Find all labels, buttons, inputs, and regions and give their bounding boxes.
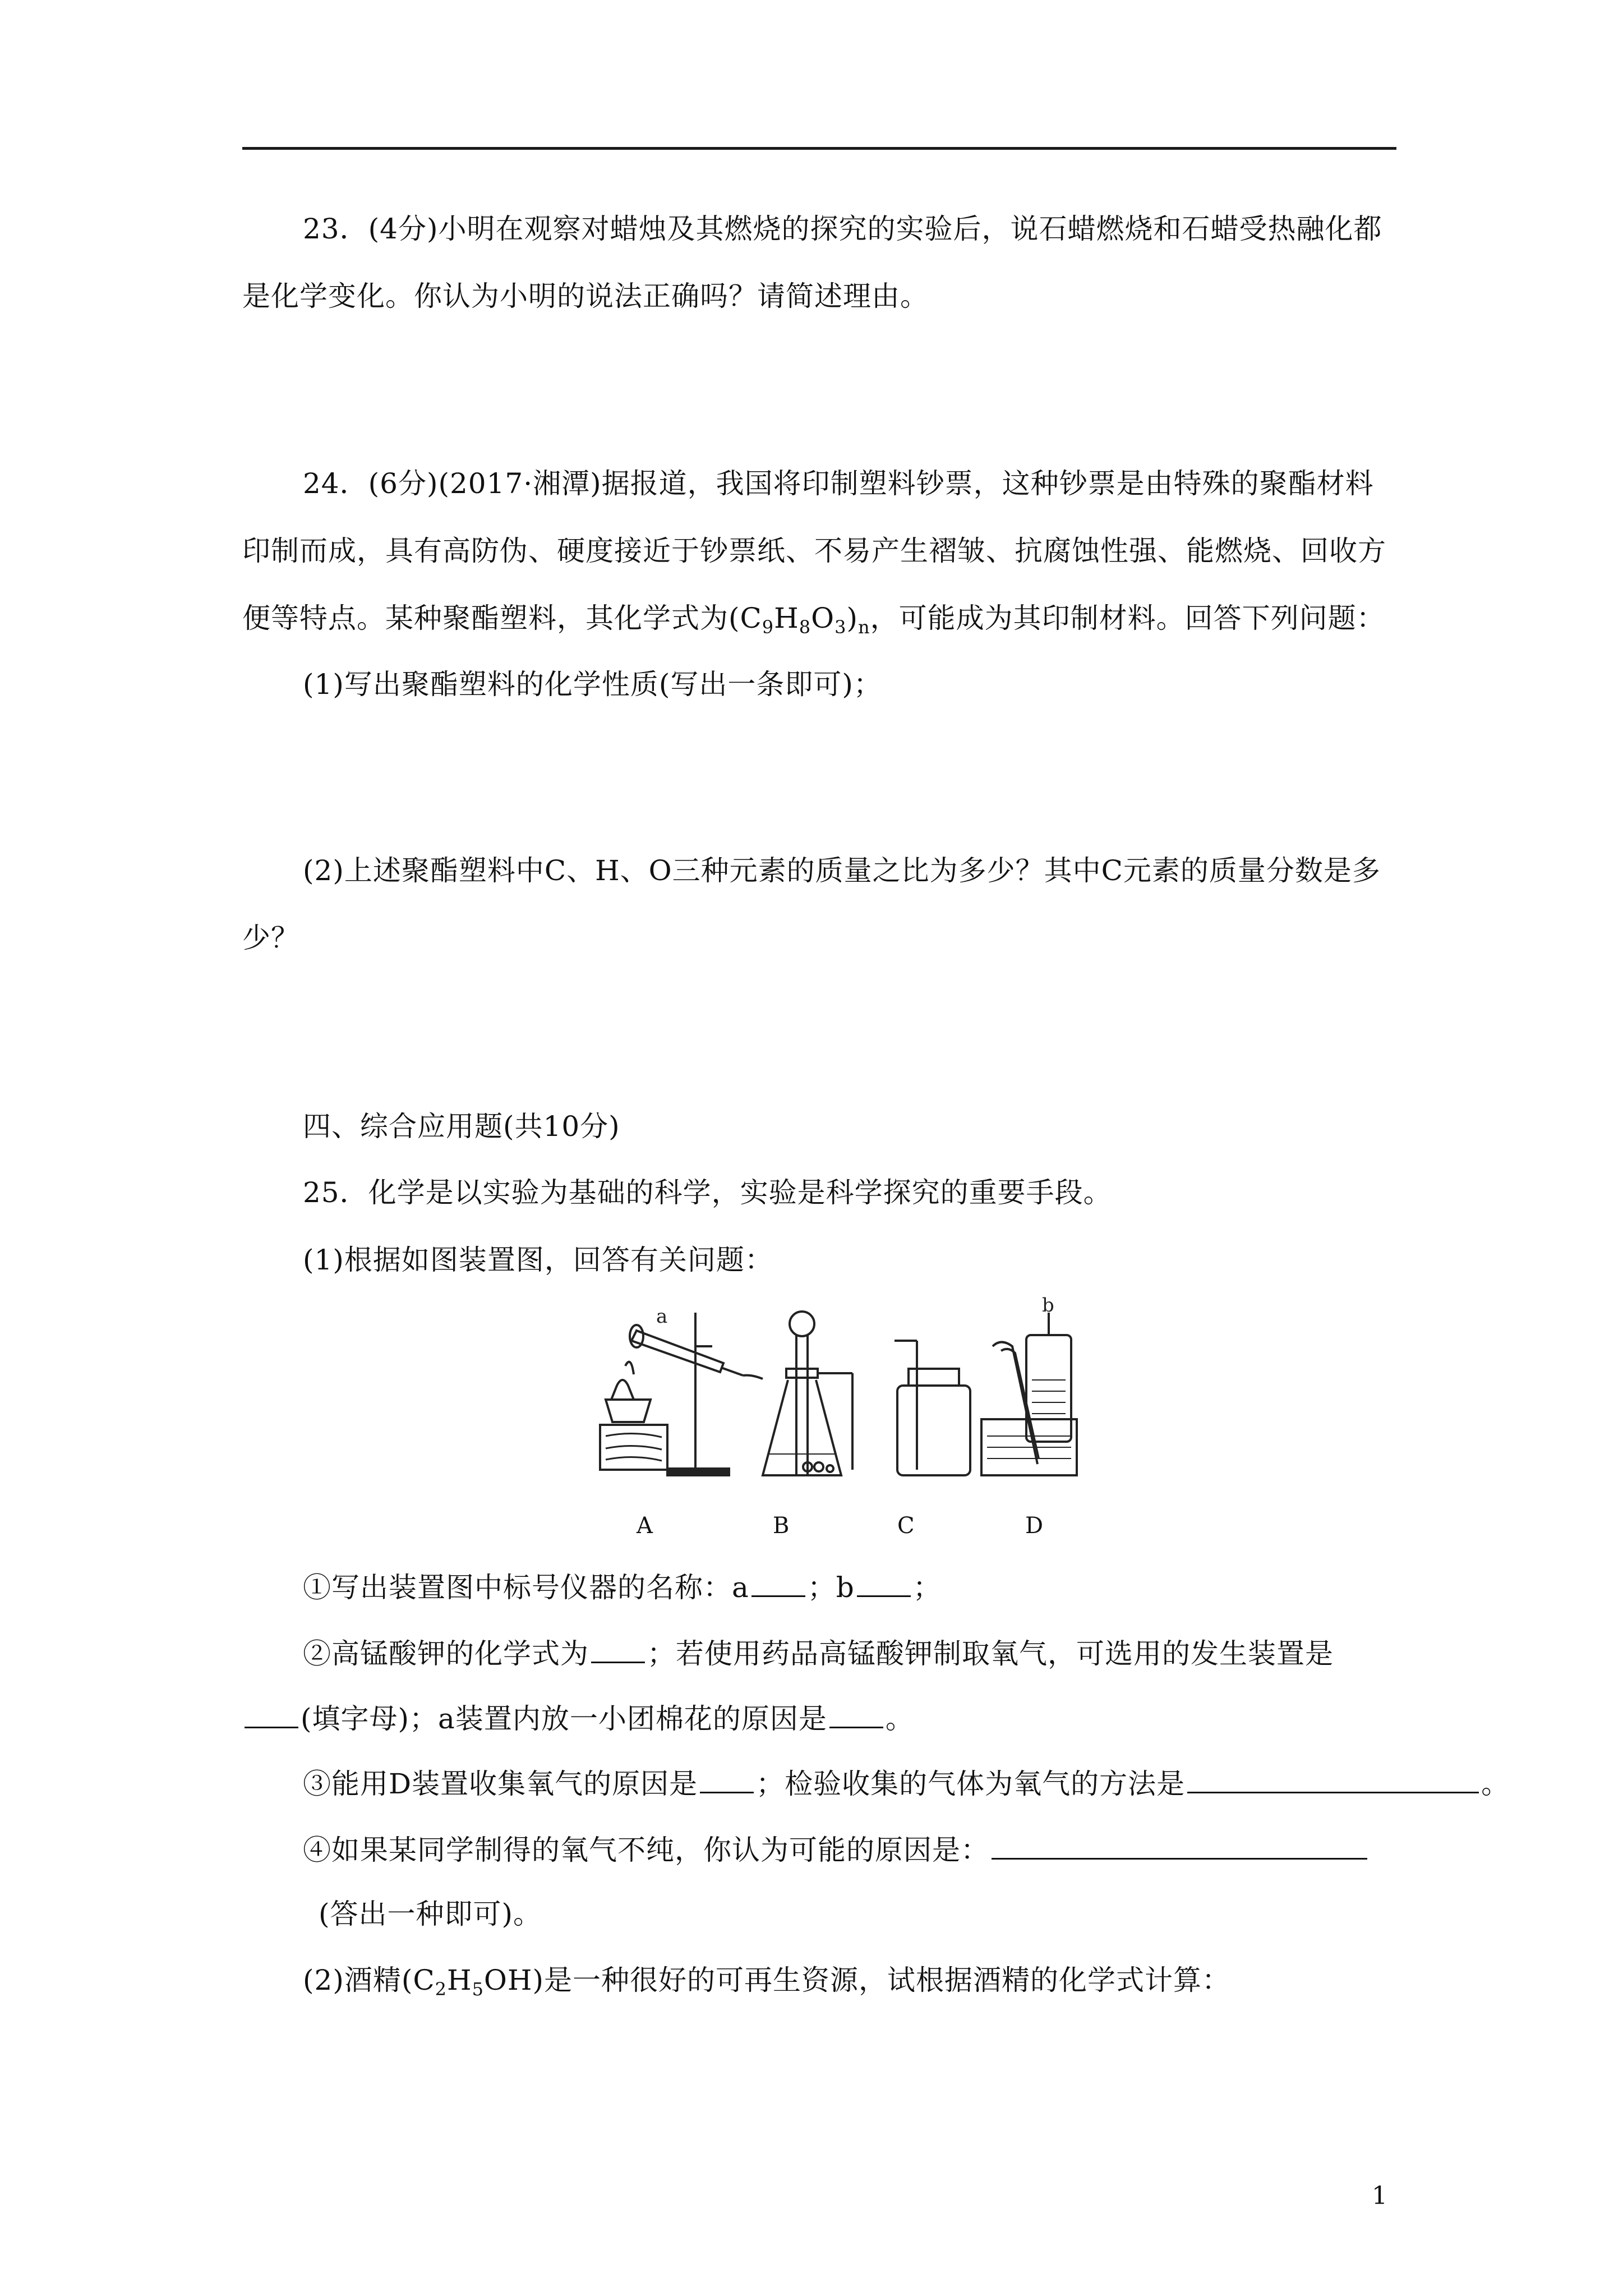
header-rule (242, 147, 1396, 150)
stand-base (667, 1469, 729, 1475)
q23-line-1: 23．(4分)小明在观察对蜡烛及其燃烧的探究的实验后，说石蜡燃烧和石蜡受热融化都 (303, 213, 1382, 245)
test-tube-a (631, 1331, 723, 1372)
q24-subquestion-1: (1)写出聚酯塑料的化学性质(写出一条即可)； (303, 668, 882, 701)
q24-line-2: 印制而成，具有高防伪、硬度接近于钞票纸、不易产生褶皱、抗腐蚀性强、能燃烧、回收方 (242, 535, 1386, 567)
q25-item-2-line-2: (填字母)；a装置内放一小团棉花的原因是 。 (242, 1700, 914, 1736)
marker-a: a (656, 1305, 668, 1328)
figure-label-a: A (637, 1513, 653, 1539)
q25-intro: 25．化学是以实验为基础的科学，实验是科学探究的重要手段。 (303, 1176, 1112, 1209)
q23-line-2: 是化学变化。你认为小明的说法正确吗？请简述理由。 (242, 280, 929, 312)
q25-item-1: ①写出装置图中标号仪器的名称：a ；b ； (303, 1568, 942, 1604)
figure-label-c: C (897, 1513, 915, 1539)
q24-line-1: 24．(6分)(2017·湘潭)据报道，我国将印制塑料钞票，这种钞票是由特殊的聚酯材料 (303, 467, 1374, 500)
answer-blank-device[interactable] (245, 1700, 298, 1728)
q25-item-3: ③能用D装置收集氧气的原因是 ；检验收集的气体为氧气的方法是 。 (303, 1765, 1510, 1801)
q25-item-2-line-1: ②高锰酸钾的化学式为 ；若使用药品高锰酸钾制取氧气，可选用的发生装置是 (303, 1635, 1334, 1671)
answer-blank-test-method[interactable] (1187, 1765, 1479, 1793)
figure-label-d: D (1025, 1513, 1044, 1539)
conical-flask-b (763, 1380, 841, 1475)
page-number: 1 (1372, 2182, 1387, 2210)
q25-item-4-note: (答出一种即可)。 (319, 1898, 542, 1930)
funnel-b (790, 1312, 814, 1336)
apparatus-figure (583, 1294, 1077, 1543)
answer-blank-impure-reason[interactable] (992, 1831, 1367, 1860)
gas-bottle-c (897, 1386, 970, 1475)
q24-line-3: 便等特点。某种聚酯塑料，其化学式为$(C_9H_8O_3)_n$，可能成为其印制材料。回答下列问题： (242, 602, 1385, 638)
answer-blank-a[interactable] (751, 1568, 805, 1597)
marker-b: b (1042, 1294, 1054, 1317)
q24-subquestion-2-line-2: 少？ (242, 922, 299, 954)
inverted-bottle-d (1026, 1335, 1071, 1442)
answer-blank-d-reason[interactable] (700, 1765, 754, 1793)
q25-item-4: ④如果某同学制得的氧气不纯，你认为可能的原因是： (303, 1831, 1370, 1867)
answer-blank-cotton-reason[interactable] (829, 1700, 883, 1728)
q25-subquestion-2: (2)酒精$(C_2H_5OH)$是一种很好的可再生资源，试根据酒精的化学式计算： (303, 1964, 1231, 2000)
q24-subquestion-2-line-1: (2)上述聚酯塑料中C、H、O三种元素的质量之比为多少？其中C元素的质量分数是多 (303, 854, 1381, 887)
answer-blank-formula[interactable] (591, 1635, 645, 1663)
apparatus-drawing (583, 1294, 1077, 1509)
delivery-tube-d (993, 1342, 1038, 1465)
answer-blank-b[interactable] (857, 1568, 911, 1597)
section-4-title: 四、综合应用题(共10分) (303, 1110, 620, 1143)
q25-subquestion-1: (1)根据如图装置图，回答有关问题： (303, 1244, 773, 1276)
figure-label-b: B (773, 1513, 790, 1539)
alcohol-lamp (611, 1380, 634, 1400)
